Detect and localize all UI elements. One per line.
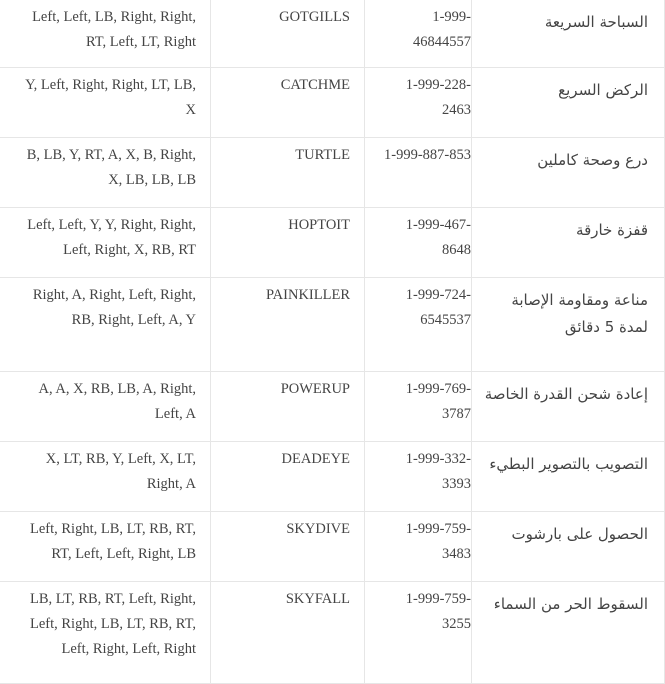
cheat-name: إعادة شحن القدرة الخاصة xyxy=(472,372,665,442)
pc-cheat-code: GOTGILLS xyxy=(211,0,365,68)
button-sequence: LB, LT, RB, RT, Left, Right, Left, Right, LB, LT, RB, RT, Left, Right, Left, Right xyxy=(0,582,211,684)
cheat-name: قفزة خارقة xyxy=(472,208,665,278)
phone-code: 1-999-769-3787 xyxy=(365,372,472,442)
table-row xyxy=(0,68,665,138)
cheat-name: التصويب بالتصوير البطيء xyxy=(472,442,665,512)
cheat-name: السقوط الحر من السماء xyxy=(472,582,665,684)
phone-code: 1-999-759-3255 xyxy=(365,582,472,684)
button-sequence: X, LT, RB, Y, Left, X, LT, Right, A xyxy=(0,442,211,512)
pc-cheat-code: PAINKILLER xyxy=(211,278,365,372)
phone-code: 1-999-332-3393 xyxy=(365,442,472,512)
pc-cheat-code: POWERUP xyxy=(211,372,365,442)
button-sequence: A, A, X, RB, LB, A, Right, Left, A xyxy=(0,372,211,442)
cheat-name: الحصول على بارشوت xyxy=(472,512,665,582)
pc-cheat-code: HOPTOIT xyxy=(211,208,365,278)
table-row xyxy=(0,582,665,684)
pc-cheat-code: SKYDIVE xyxy=(211,512,365,582)
phone-code: 1-999-887-853 xyxy=(365,138,472,208)
pc-cheat-code: SKYFALL xyxy=(211,582,365,684)
table-row xyxy=(0,0,665,68)
button-sequence: B, LB, Y, RT, A, X, B, Right, X, LB, LB, LB xyxy=(0,138,211,208)
phone-code: 1-999-228-2463 xyxy=(365,68,472,138)
cheat-name: الركض السريع xyxy=(472,68,665,138)
table-row xyxy=(0,512,665,582)
pc-cheat-code: DEADEYE xyxy=(211,442,365,512)
pc-cheat-code: CATCHME xyxy=(211,68,365,138)
button-sequence: Right, A, Right, Left, Right, RB, Right, Left, A, Y xyxy=(0,278,211,372)
table-row xyxy=(0,278,665,372)
cheat-name: مناعة ومقاومة الإصابة لمدة 5 دقائق xyxy=(472,278,665,372)
table-row xyxy=(0,138,665,208)
cheat-name: درع وصحة كاملين xyxy=(472,138,665,208)
phone-code: 1-999-759-3483 xyxy=(365,512,472,582)
button-sequence: Y, Left, Right, Right, LT, LB, X xyxy=(0,68,211,138)
phone-code: 1-999-46844557 xyxy=(365,0,472,68)
button-sequence: Left, Left, Y, Y, Right, Right, Left, Right, X, RB, RT xyxy=(0,208,211,278)
cheat-name: السباحة السريعة xyxy=(472,0,665,68)
table-row xyxy=(0,372,665,442)
phone-code: 1-999-724-6545537 xyxy=(365,278,472,372)
button-sequence: Left, Left, LB, Right, Right, RT, Left, LT, Right xyxy=(0,0,211,68)
button-sequence: Left, Right, LB, LT, RB, RT, RT, Left, Left, Right, LB xyxy=(0,512,211,582)
table-row xyxy=(0,208,665,278)
phone-code: 1-999-467-8648 xyxy=(365,208,472,278)
table-row xyxy=(0,442,665,512)
pc-cheat-code: TURTLE xyxy=(211,138,365,208)
